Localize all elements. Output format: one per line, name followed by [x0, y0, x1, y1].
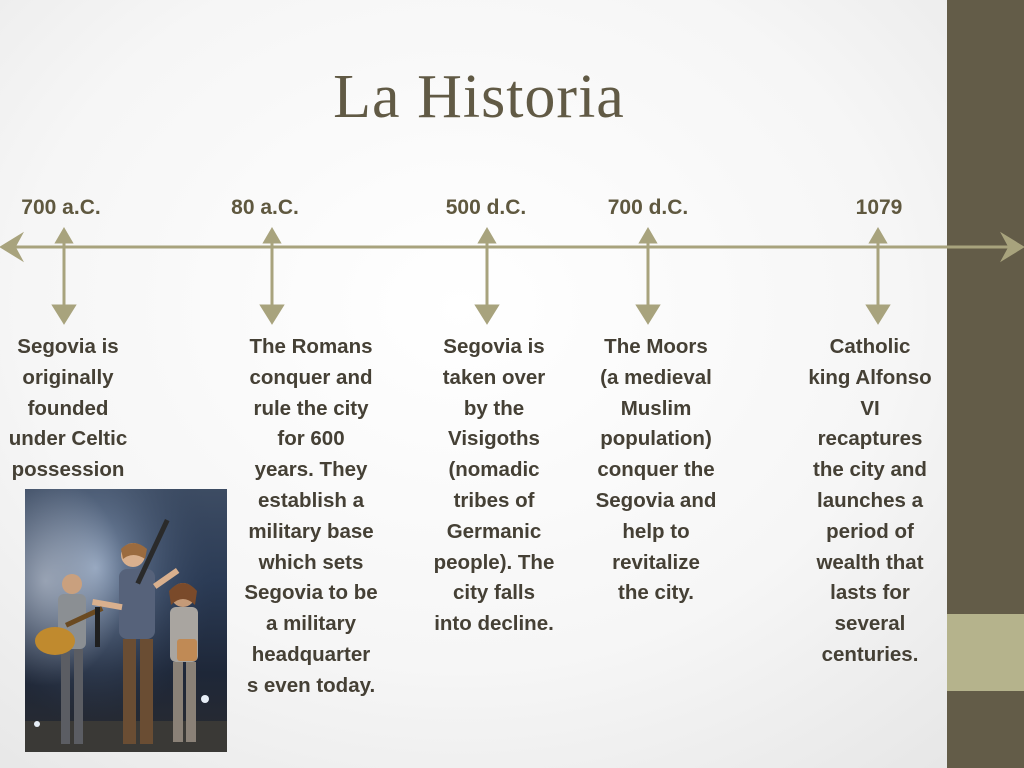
- concert-photo: [25, 489, 227, 752]
- slide-title: La Historia: [333, 63, 625, 131]
- date-label: 80 a.C.: [231, 196, 299, 219]
- event-description: The Moors (a medieval Muslim population) conquer the Segovia and help to revitalize the city.: [595, 335, 717, 605]
- date-label: 1079: [855, 196, 903, 219]
- marker-80ac: [262, 230, 282, 322]
- event-description: Segovia is originally founded under Celtic possession: [8, 335, 128, 482]
- marker-700dc: [638, 230, 658, 322]
- marker-700ac: [54, 230, 74, 322]
- event-description: Segovia is taken over by the Visigoths (nomadic tribes of Germanic people). The city falls into decline.: [433, 335, 555, 636]
- concert-photo-image: [25, 489, 227, 752]
- marker-500dc: [477, 230, 497, 322]
- marker-1079: [868, 230, 888, 322]
- date-label: 700 a.C.: [21, 196, 101, 219]
- date-label: 500 d.C.: [445, 196, 527, 219]
- date-label: 700 d.C.: [607, 196, 689, 219]
- event-description: The Romans conquer and rule the city for 600 years. They establish a military base which sets Segovia to be a military headquarter s even today.: [244, 335, 378, 697]
- event-description: Catholic king Alfonso VI recaptures the city and launches a period of wealth that lasts for several centuries.: [808, 335, 932, 666]
